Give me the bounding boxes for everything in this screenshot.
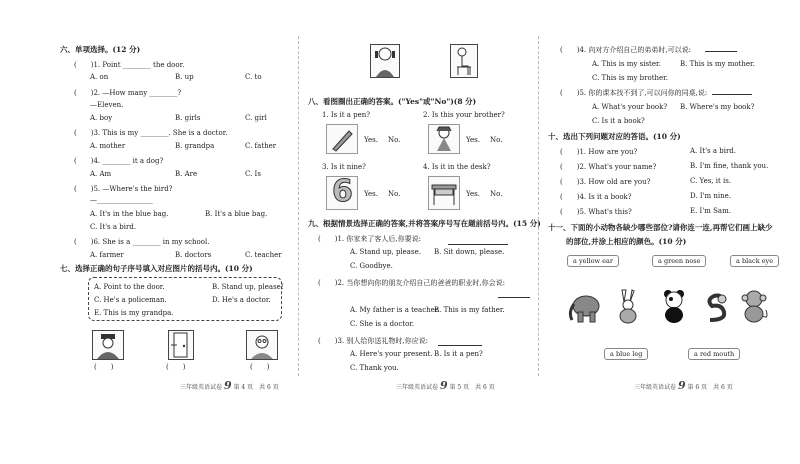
policeman-picture xyxy=(92,330,124,360)
s10-q3: ( )3. How old are you? xyxy=(560,178,651,186)
q8-1-no[interactable]: No. xyxy=(388,136,401,144)
grandpa-picture xyxy=(246,330,278,360)
q9-5-c: C. Is it a book? xyxy=(592,117,645,125)
monkey-icon xyxy=(738,288,770,324)
q6-3: ( )3. This is my ________. She is a doctor. xyxy=(74,129,228,137)
section-10-title: 十、选出下列问题对应的答语。(10 分) xyxy=(548,132,681,141)
q9-4: ( )4. 向对方介绍自己的弟弟时,可以说: xyxy=(560,46,691,54)
section-7-title: 七、选择正确的句子序号填入对应图片的括号内。(10 分) xyxy=(60,264,253,273)
q6-2-c: C. girl xyxy=(245,114,267,122)
number-six-picture xyxy=(326,176,358,210)
pen-picture xyxy=(326,124,358,154)
q8-4-no[interactable]: No. xyxy=(490,190,503,198)
q9-3-c: C. Thank you. xyxy=(350,364,399,372)
footer-middle xyxy=(396,379,495,392)
q8-3: 3. Is it nine? xyxy=(322,163,366,171)
paren-3[interactable]: ( ) xyxy=(250,363,270,371)
q9-5-blank xyxy=(712,94,752,95)
q9-5-a: A. What's your book? xyxy=(592,103,668,111)
q9-2-b: B. This is my father. xyxy=(434,306,505,314)
q6-4-c: C. Is xyxy=(245,170,261,178)
q9-1-b: B. Sit down, please. xyxy=(434,248,505,256)
s10-q4: ( )4. Is it a book? xyxy=(560,193,632,201)
q6-2-a: A. boy xyxy=(90,114,113,122)
person-phone-picture xyxy=(370,44,400,78)
sentence-b: B. Stand up, please! xyxy=(212,283,284,291)
girl-icon xyxy=(429,125,459,153)
s10-q2: ( )2. What's your name? xyxy=(560,163,657,171)
q6-4-b: B. Are xyxy=(175,170,198,178)
chair-person-icon xyxy=(451,45,477,77)
sentence-e: E. This is my grandpa. xyxy=(94,309,174,317)
q9-1: ( )1. 你家来了客人后,你要说: xyxy=(318,235,421,243)
q6-5-line2: —________________ xyxy=(90,196,153,204)
tag-green-nose[interactable]: a green nose xyxy=(652,255,706,267)
q6-4-a: A. Am xyxy=(90,170,112,178)
q6-5-b: B. It's a blue bag. xyxy=(205,210,268,218)
grandpa-icon xyxy=(247,331,277,359)
q8-3-no[interactable]: No. xyxy=(388,190,401,198)
s10-a2: B. I'm fine, thank you. xyxy=(690,162,769,170)
q6-1-a: A. on xyxy=(90,73,109,81)
q8-4: 4. Is it in the desk? xyxy=(423,163,491,171)
q6-3-b: B. grandpa xyxy=(175,142,215,150)
s10-q5: ( )5. What's this? xyxy=(560,208,632,216)
paren-2[interactable]: ( ) xyxy=(166,363,186,371)
person-icon xyxy=(371,45,399,77)
pen-icon xyxy=(327,125,357,153)
desk-picture xyxy=(428,176,460,210)
tag-yellow-ear[interactable]: a yellow ear xyxy=(567,255,619,267)
q9-4-blank xyxy=(705,51,737,52)
q6-5: ( )5. —Where's the bird? xyxy=(74,185,173,193)
desk-icon xyxy=(429,177,459,209)
q6-2-b: B. girls xyxy=(175,114,201,122)
q6-6: ( )6. She is a ________ in my school. xyxy=(74,238,210,246)
q6-2: ( )2. —How many ________? xyxy=(74,89,182,97)
footer-right-label: 三年级英语试卷 xyxy=(634,384,677,391)
q6-1-b: B. up xyxy=(175,73,194,81)
section-6-title: 六、单项选择。(12 分) xyxy=(60,45,141,54)
elephant-icon xyxy=(566,290,602,324)
q9-1-blank xyxy=(448,244,508,245)
q9-1-c: C. Goodbye. xyxy=(350,262,393,270)
q9-4-c: C. This is my brother. xyxy=(592,74,668,82)
q9-5: ( )5. 你的课本找不到了,可以问你的同桌,说: xyxy=(560,89,708,97)
q6-5-c: C. It's a bird. xyxy=(90,223,137,231)
q9-2: ( )2. 当你想向你的朋友介绍自己的爸爸的职业时,你会说: xyxy=(318,279,505,287)
footer-right-page: 第 6 页 共 6 页 xyxy=(687,384,733,391)
sentence-c: C. He's a policeman. xyxy=(94,296,167,304)
policeman-icon xyxy=(93,331,123,359)
tag-blue-leg[interactable]: a blue leg xyxy=(604,348,648,360)
q8-1-yes[interactable]: Yes. xyxy=(364,136,378,144)
section-11-title-2: 的部位,并涂上相应的颜色。(10 分) xyxy=(566,237,687,246)
q6-3-a: A. mother xyxy=(90,142,126,150)
q9-4-b: B. This is my mother. xyxy=(680,60,755,68)
sitting-person-picture xyxy=(450,44,478,78)
q6-4: ( )4. ________ it a dog? xyxy=(74,157,164,165)
s10-a5: E. I'm Sam. xyxy=(690,207,731,215)
section-9-title: 九、根据情景选择正确的答案,并将答案序号写在题前括号内。(15 分) xyxy=(308,219,541,228)
panda-icon xyxy=(660,288,688,324)
footer-left-label: 三年级英语试卷 xyxy=(180,384,223,391)
q9-4-a: A. This is my sister. xyxy=(592,60,661,68)
q8-2: 2. Is this your brother? xyxy=(423,111,505,119)
paren-1[interactable]: ( ) xyxy=(94,363,114,371)
q6-1: ( )1. Point ________ the door. xyxy=(74,61,185,69)
q9-2-blank xyxy=(498,297,530,298)
girl-picture xyxy=(428,124,460,154)
s10-q1: ( )1. How are you? xyxy=(560,148,638,156)
footer-middle-number: 9 xyxy=(439,379,448,392)
q8-2-no[interactable]: No. xyxy=(490,136,503,144)
footer-left xyxy=(180,379,279,392)
footer-right xyxy=(634,379,733,392)
column-divider-2 xyxy=(538,36,539,376)
q6-6-b: B. doctors xyxy=(175,251,212,259)
q6-1-c: C. to xyxy=(245,73,262,81)
rabbit-icon xyxy=(614,288,642,324)
s10-a1: A. It's a bird. xyxy=(690,147,736,155)
door-picture xyxy=(168,330,194,360)
snake-icon xyxy=(704,290,730,324)
footer-left-page: 第 4 页 共 6 页 xyxy=(233,384,279,391)
q8-2-yes[interactable]: Yes. xyxy=(466,136,480,144)
number-six: 6 xyxy=(332,174,353,209)
q8-3-yes[interactable]: Yes. xyxy=(364,190,378,198)
q9-1-a: A. Stand up, please. xyxy=(350,248,421,256)
q8-1: 1. Is it a pen? xyxy=(322,111,371,119)
s10-a3: C. Yes, it is. xyxy=(690,177,732,185)
q6-2-line2: —Eleven. xyxy=(90,101,124,109)
footer-right-number: 9 xyxy=(677,379,686,392)
door-icon xyxy=(169,331,193,359)
s10-a4: D. I'm nine. xyxy=(690,192,731,200)
q8-4-yes[interactable]: Yes. xyxy=(466,190,480,198)
q6-5-a: A. It's in the blue bag. xyxy=(90,210,169,218)
section-8-title: 八、看图圈出正确的答案。("Yes"或"No")(8 分) xyxy=(308,97,477,106)
section-11-title-1: 十一、下面的小动物各缺少哪些部位?请你连一连,再帮它们画上缺少 xyxy=(548,223,773,232)
sentence-a: A. Point to the door. xyxy=(94,283,165,291)
q6-3-c: C. father xyxy=(245,142,277,150)
footer-left-number: 9 xyxy=(223,379,232,392)
q6-6-c: C. teacher xyxy=(245,251,282,259)
q9-3-b: B. Is it a pen? xyxy=(434,350,483,358)
q9-3-blank xyxy=(438,345,482,346)
q9-5-b: B. Where's my book? xyxy=(680,103,755,111)
q9-2-a: A. My father is a teacher. xyxy=(350,306,440,314)
sentence-d: D. He's a doctor. xyxy=(212,296,271,304)
q9-2-c: C. She is a doctor. xyxy=(350,320,415,328)
tag-black-eye[interactable]: a black eye xyxy=(730,255,779,267)
column-divider-1 xyxy=(298,36,299,376)
q9-3-a: A. Here's your present. xyxy=(350,350,433,358)
q9-3: ( )3. 别人给你送礼物时,你应说: xyxy=(318,337,428,345)
q6-6-a: A. farmer xyxy=(90,251,124,259)
footer-middle-page: 第 5 页 共 6 页 xyxy=(449,384,495,391)
footer-middle-label: 三年级英语试卷 xyxy=(396,384,439,391)
tag-red-mouth[interactable]: a red mouth xyxy=(688,348,740,360)
